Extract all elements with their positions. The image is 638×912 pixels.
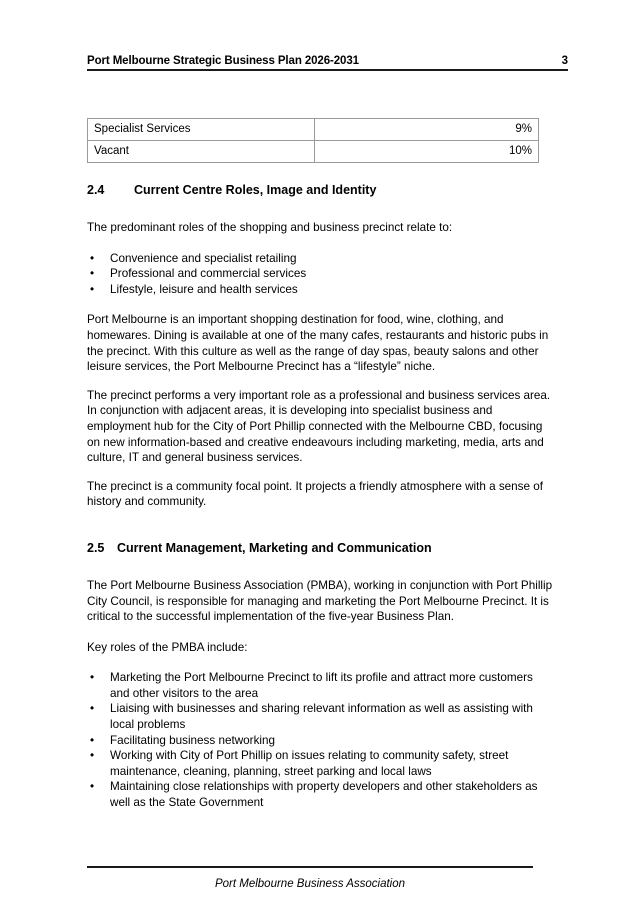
bullet-icon: • [90, 733, 95, 747]
page-footer [87, 866, 533, 892]
table-cell-label: Specialist Services [88, 119, 315, 141]
spacer [87, 655, 555, 670]
land-use-table [87, 118, 539, 163]
bullet-icon: • [90, 251, 95, 265]
list-item-text: Facilitating business networking [110, 733, 276, 747]
list-item-text: Working with City of Port Phillip on issues relating to community safety, street maintenance, cleaning, planning, street parking and local laws [110, 749, 509, 778]
section-number: 2.5 [87, 540, 105, 555]
bullet-icon: • [90, 282, 95, 296]
spacer [87, 297, 555, 312]
bullet-icon: • [90, 749, 95, 763]
section-2-4-bullet-list [87, 251, 555, 298]
footer-text: Port Melbourne Business Association [214, 878, 406, 890]
page-header [87, 55, 568, 71]
section-2-4-paragraph-3: The precinct is a community focal point. It projects a friendly atmosphere with a sense of history and community. [87, 479, 544, 509]
list-item [87, 670, 555, 701]
table-cell-label: Vacant [88, 141, 315, 163]
section-2-5-bullet-list [87, 670, 555, 810]
spacer [87, 236, 555, 251]
section-heading-2-4 [87, 182, 555, 198]
section-heading-2-5 [87, 540, 555, 556]
spacer [87, 466, 555, 479]
section-2-5-intro: Key roles of the PMBA include: [87, 640, 248, 654]
bullet-icon: • [90, 702, 95, 716]
section-2-4-paragraph-1: Port Melbourne is an important shopping destination for food, wine, clothing, and homewares. Dining is available at one of the many cafes, restaurants and historic pubs in the precinct. With this culture as well as the range of day spas, beauty salons and other leisure services, the Port Melbourne Precinct has a “lifestyle” niche. [87, 313, 549, 374]
spacer [87, 198, 555, 220]
bullet-icon: • [90, 671, 95, 685]
section-2-4-paragraph-2: The precinct performs a very important role as a professional and business services area. In conjunction with adjacent areas, it is developing into specialist business and employment hub for the City of Port Phillip connected with the Melbourne CBD, focusing on new information-based and creative endeavours including marketing, media, arts and culture, IT and general business services. [87, 388, 551, 465]
list-item-text: Convenience and specialist retailing [110, 251, 297, 265]
header-title: Port Melbourne Strategic Business Plan 2026-2031 [87, 55, 359, 67]
list-item [87, 733, 555, 749]
list-item [87, 282, 555, 298]
document-body [87, 182, 555, 811]
bullet-icon: • [90, 267, 95, 281]
list-item [87, 266, 555, 282]
table-row [88, 141, 539, 163]
spacer [87, 625, 555, 640]
page-number: 3 [561, 55, 568, 67]
section-title: Current Management, Marketing and Communication [117, 540, 432, 555]
spacer [87, 556, 555, 578]
list-item [87, 701, 555, 732]
list-item-text: Liaising with businesses and sharing relevant information as well as assisting with local problems [110, 702, 533, 732]
table-body [88, 119, 539, 163]
spacer [87, 510, 555, 540]
list-item-text: Professional and commercial services [110, 267, 307, 281]
section-title: Current Centre Roles, Image and Identity [134, 183, 377, 197]
section-2-4-intro: The predominant roles of the shopping and business precinct relate to: [87, 221, 453, 234]
bullet-icon: • [90, 780, 95, 794]
list-item-text: Marketing the Port Melbourne Precinct to lift its profile and attract more customers and other visitors to the area [110, 671, 533, 700]
list-item-text: Maintaining close relationships with property developers and other stakeholders as well as the State Government [110, 780, 538, 810]
section-2-5-paragraph-1: The Port Melbourne Business Association (PMBA), working in conjunction with Port Phillip City Council, is responsible for managing and marketing the Port Melbourne Precinct. It is critical to the successful implementation of the five-year Business Plan. [87, 578, 553, 624]
list-item-text: Lifestyle, leisure and health services [110, 282, 298, 296]
spacer [87, 375, 555, 388]
table-cell-value: 9% [315, 119, 539, 141]
table-cell-value: 10% [315, 141, 539, 163]
list-item [87, 251, 555, 267]
list-item [87, 748, 555, 779]
section-number: 2.4 [87, 183, 105, 197]
list-item [87, 779, 555, 810]
table-row [88, 119, 539, 141]
